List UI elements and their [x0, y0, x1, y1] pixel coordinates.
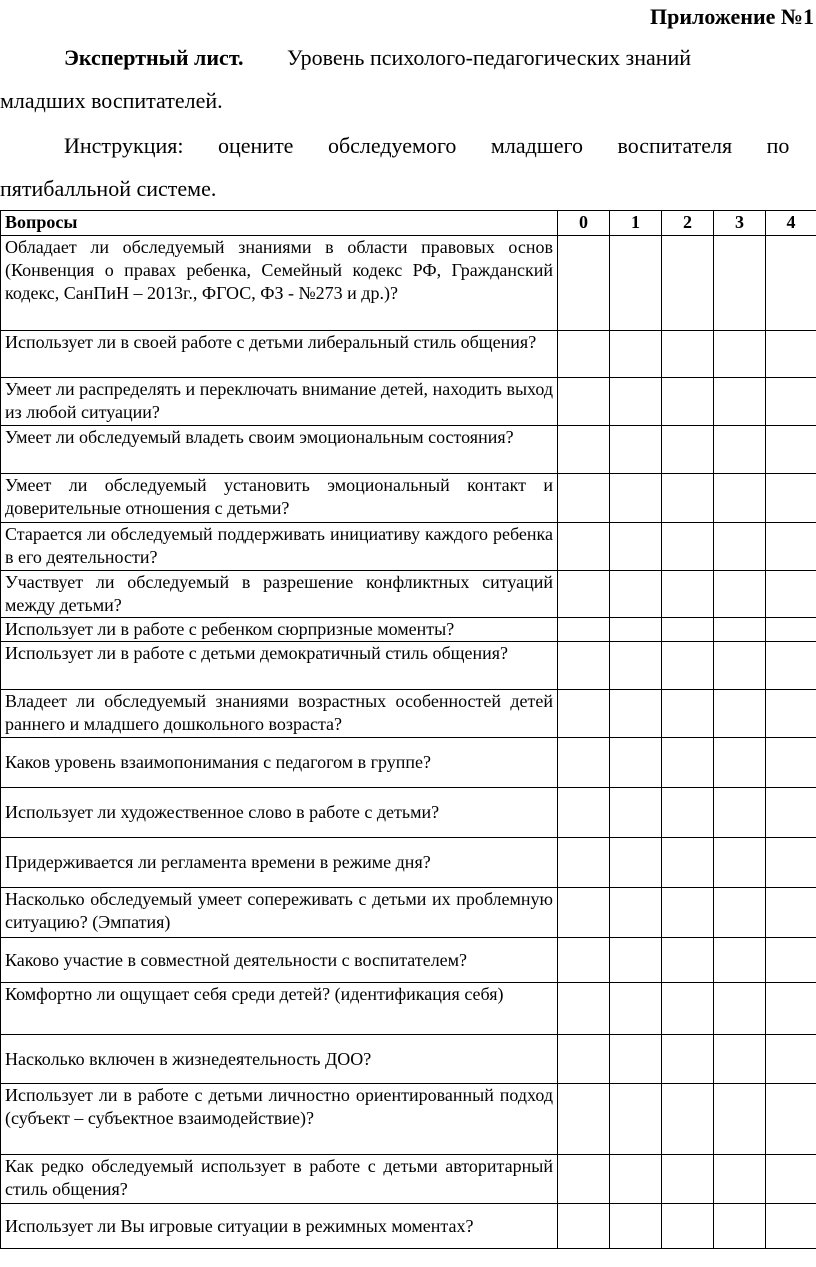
score-cell-4[interactable]	[766, 642, 816, 690]
score-cell-3[interactable]	[714, 642, 766, 690]
score-cell-3[interactable]	[714, 474, 766, 523]
score-cell-2[interactable]	[662, 236, 714, 331]
intro-title-line2: младших воспитателей.	[0, 88, 223, 113]
score-cell-2[interactable]	[662, 426, 714, 474]
score-cell-0[interactable]	[558, 618, 610, 642]
score-cell-2[interactable]	[662, 523, 714, 571]
instruction-paragraph	[0, 124, 813, 210]
question-cell: Использует ли в работе с ребенком сюрпризные моменты?	[1, 618, 558, 642]
score-cell-2[interactable]	[662, 1084, 714, 1155]
score-cell-4[interactable]	[766, 690, 816, 738]
score-cell-1[interactable]	[610, 618, 662, 642]
instruction-line1: Инструкция: оцените обследуемого младшего воспитателя по	[64, 133, 790, 158]
score-cell-3[interactable]	[714, 1204, 766, 1249]
question-cell: Насколько включен в жизнедеятельность ДОО?	[1, 1035, 558, 1084]
table-row	[1, 236, 816, 331]
score-cell-0[interactable]	[558, 690, 610, 738]
score-cell-3[interactable]	[714, 618, 766, 642]
score-cell-1[interactable]	[610, 1084, 662, 1155]
question-cell: Использует ли в работе с детьми демократичный стиль общения?	[1, 642, 558, 690]
table-row	[1, 1035, 816, 1084]
score-cell-0[interactable]	[558, 426, 610, 474]
score-cell-0[interactable]	[558, 1084, 610, 1155]
score-cell-1[interactable]	[610, 1155, 662, 1204]
question-cell: Умеет ли распределять и переключать внимание детей, находить выход из любой ситуации?	[1, 378, 558, 426]
score-cell-4[interactable]	[766, 571, 816, 618]
question-cell: Каков уровень взаимопонимания с педагогом в группе?	[1, 738, 558, 788]
table-row	[1, 378, 816, 426]
table-row	[1, 1155, 816, 1204]
score-cell-1[interactable]	[610, 1035, 662, 1084]
intro-title-line	[0, 36, 813, 79]
score-cell-4[interactable]	[766, 523, 816, 571]
score-cell-0[interactable]	[558, 738, 610, 788]
score-cell-4[interactable]	[766, 618, 816, 642]
header-score-2: 2	[662, 211, 714, 236]
table-row	[1, 888, 816, 938]
header-score-4: 4	[766, 211, 816, 236]
header-score-0: 0	[558, 211, 610, 236]
instruction-line2: пятибалльной системе.	[0, 176, 217, 201]
score-cell-3[interactable]	[714, 523, 766, 571]
header-score-1: 1	[610, 211, 662, 236]
score-cell-4[interactable]	[766, 788, 816, 838]
question-cell: Владеет ли обследуемый знаниями возрастных особенностей детей раннего и младшего дошкольного возраста?	[1, 690, 558, 738]
score-cell-0[interactable]	[558, 1035, 610, 1084]
question-cell: Умеет ли обследуемый установить эмоциональный контакт и доверительные отношения с детьми?	[1, 474, 558, 523]
score-cell-4[interactable]	[766, 1035, 816, 1084]
score-cell-0[interactable]	[558, 983, 610, 1035]
table-row	[1, 690, 816, 738]
header-questions: Вопросы	[1, 211, 558, 236]
question-cell: Насколько обследуемый умеет сопереживать с детьми их проблемную ситуацию? (Эмпатия)	[1, 888, 558, 938]
question-cell: Обладает ли обследуемый знаниями в области правовых основ (Конвенция о правах ребенка, Семейный кодекс РФ, Гражданский кодекс, СанПиН – 2013г., ФГОС, ФЗ - №273 и др.)?	[1, 236, 558, 331]
score-cell-0[interactable]	[558, 938, 610, 983]
score-cell-2[interactable]	[662, 378, 714, 426]
score-cell-0[interactable]	[558, 236, 610, 331]
table-row	[1, 1204, 816, 1249]
score-cell-0[interactable]	[558, 838, 610, 888]
table-row	[1, 838, 816, 888]
question-cell: Придерживается ли регламента времени в режиме дня?	[1, 838, 558, 888]
score-cell-1[interactable]	[610, 690, 662, 738]
score-cell-0[interactable]	[558, 523, 610, 571]
score-cell-1[interactable]	[610, 571, 662, 618]
score-cell-0[interactable]	[558, 788, 610, 838]
score-cell-3[interactable]	[714, 938, 766, 983]
score-cell-1[interactable]	[610, 738, 662, 788]
score-cell-1[interactable]	[610, 426, 662, 474]
score-cell-1[interactable]	[610, 331, 662, 378]
score-cell-3[interactable]	[714, 888, 766, 938]
table-row	[1, 738, 816, 788]
score-cell-3[interactable]	[714, 690, 766, 738]
score-cell-2[interactable]	[662, 888, 714, 938]
question-cell: Умеет ли обследуемый владеть своим эмоциональным состояния?	[1, 426, 558, 474]
score-cell-1[interactable]	[610, 523, 662, 571]
score-cell-1[interactable]	[610, 888, 662, 938]
table-row	[1, 938, 816, 983]
score-cell-2[interactable]	[662, 474, 714, 523]
score-cell-3[interactable]	[714, 236, 766, 331]
score-cell-2[interactable]	[662, 690, 714, 738]
table-header-row	[1, 211, 816, 236]
score-cell-0[interactable]	[558, 571, 610, 618]
score-cell-4[interactable]	[766, 1204, 816, 1249]
score-cell-3[interactable]	[714, 788, 766, 838]
score-cell-3[interactable]	[714, 1084, 766, 1155]
intro-title-paragraph	[0, 36, 813, 122]
score-cell-2[interactable]	[662, 1204, 714, 1249]
score-cell-0[interactable]	[558, 642, 610, 690]
table-row	[1, 788, 816, 838]
evaluation-table	[0, 210, 816, 1249]
score-cell-4[interactable]	[766, 1084, 816, 1155]
score-cell-4[interactable]	[766, 1155, 816, 1204]
score-cell-1[interactable]	[610, 788, 662, 838]
question-cell: Использует ли Вы игровые ситуации в режимных моментах?	[1, 1204, 558, 1249]
score-cell-2[interactable]	[662, 331, 714, 378]
score-cell-3[interactable]	[714, 1155, 766, 1204]
score-cell-0[interactable]	[558, 331, 610, 378]
score-cell-4[interactable]	[766, 838, 816, 888]
score-cell-4[interactable]	[766, 474, 816, 523]
score-cell-1[interactable]	[610, 1204, 662, 1249]
score-cell-0[interactable]	[558, 1204, 610, 1249]
header-score-3: 3	[714, 211, 766, 236]
score-cell-1[interactable]	[610, 983, 662, 1035]
score-cell-4[interactable]	[766, 426, 816, 474]
table-row	[1, 331, 816, 378]
question-cell: Комфортно ли ощущает себя среди детей? (идентификация себя)	[1, 983, 558, 1035]
table-row	[1, 1084, 816, 1155]
score-cell-1[interactable]	[610, 378, 662, 426]
score-cell-4[interactable]	[766, 888, 816, 938]
score-cell-3[interactable]	[714, 1035, 766, 1084]
table-row	[1, 523, 816, 571]
score-cell-1[interactable]	[610, 642, 662, 690]
score-cell-3[interactable]	[714, 838, 766, 888]
question-cell: Каково участие в совместной деятельности с воспитателем?	[1, 938, 558, 983]
score-cell-2[interactable]	[662, 738, 714, 788]
table-row	[1, 474, 816, 523]
level-title: Уровень психолого-педагогических знаний	[286, 45, 692, 70]
score-cell-2[interactable]	[662, 642, 714, 690]
score-cell-1[interactable]	[610, 938, 662, 983]
table-row	[1, 618, 816, 642]
score-cell-1[interactable]	[610, 474, 662, 523]
score-cell-2[interactable]	[662, 1155, 714, 1204]
score-cell-3[interactable]	[714, 426, 766, 474]
score-cell-2[interactable]	[662, 938, 714, 983]
score-cell-0[interactable]	[558, 474, 610, 523]
score-cell-4[interactable]	[766, 738, 816, 788]
score-cell-4[interactable]	[766, 983, 816, 1035]
score-cell-1[interactable]	[610, 838, 662, 888]
question-cell: Использует ли художественное слово в работе с детьми?	[1, 788, 558, 838]
score-cell-1[interactable]	[610, 236, 662, 331]
score-cell-2[interactable]	[662, 1035, 714, 1084]
score-cell-0[interactable]	[558, 1155, 610, 1204]
expert-sheet-title: Экспертный лист.	[64, 45, 244, 70]
question-cell: Использует ли в работе с детьми личностно ориентированный подход (субъект – субъектное взаимодействие)?	[1, 1084, 558, 1155]
appendix-label: Приложение №1	[650, 4, 814, 29]
score-cell-4[interactable]	[766, 331, 816, 378]
question-cell: Участвует ли обследуемый в разрешение конфликтных ситуаций между детьми?	[1, 571, 558, 618]
score-cell-2[interactable]	[662, 983, 714, 1035]
score-cell-2[interactable]	[662, 618, 714, 642]
score-cell-0[interactable]	[558, 888, 610, 938]
table-row	[1, 642, 816, 690]
table-row	[1, 571, 816, 618]
score-cell-2[interactable]	[662, 788, 714, 838]
question-cell: Использует ли в своей работе с детьми либеральный стиль общения?	[1, 331, 558, 378]
score-cell-0[interactable]	[558, 378, 610, 426]
score-cell-2[interactable]	[662, 571, 714, 618]
score-cell-2[interactable]	[662, 838, 714, 888]
score-cell-4[interactable]	[766, 236, 816, 331]
score-cell-3[interactable]	[714, 331, 766, 378]
question-cell: Как редко обследуемый использует в работе с детьми авторитарный стиль общения?	[1, 1155, 558, 1204]
score-cell-4[interactable]	[766, 378, 816, 426]
score-cell-3[interactable]	[714, 738, 766, 788]
score-cell-3[interactable]	[714, 983, 766, 1035]
score-cell-3[interactable]	[714, 571, 766, 618]
table-row	[1, 983, 816, 1035]
score-cell-3[interactable]	[714, 378, 766, 426]
score-cell-4[interactable]	[766, 938, 816, 983]
question-cell: Старается ли обследуемый поддерживать инициативу каждого ребенка в его деятельности?	[1, 523, 558, 571]
table-row	[1, 426, 816, 474]
